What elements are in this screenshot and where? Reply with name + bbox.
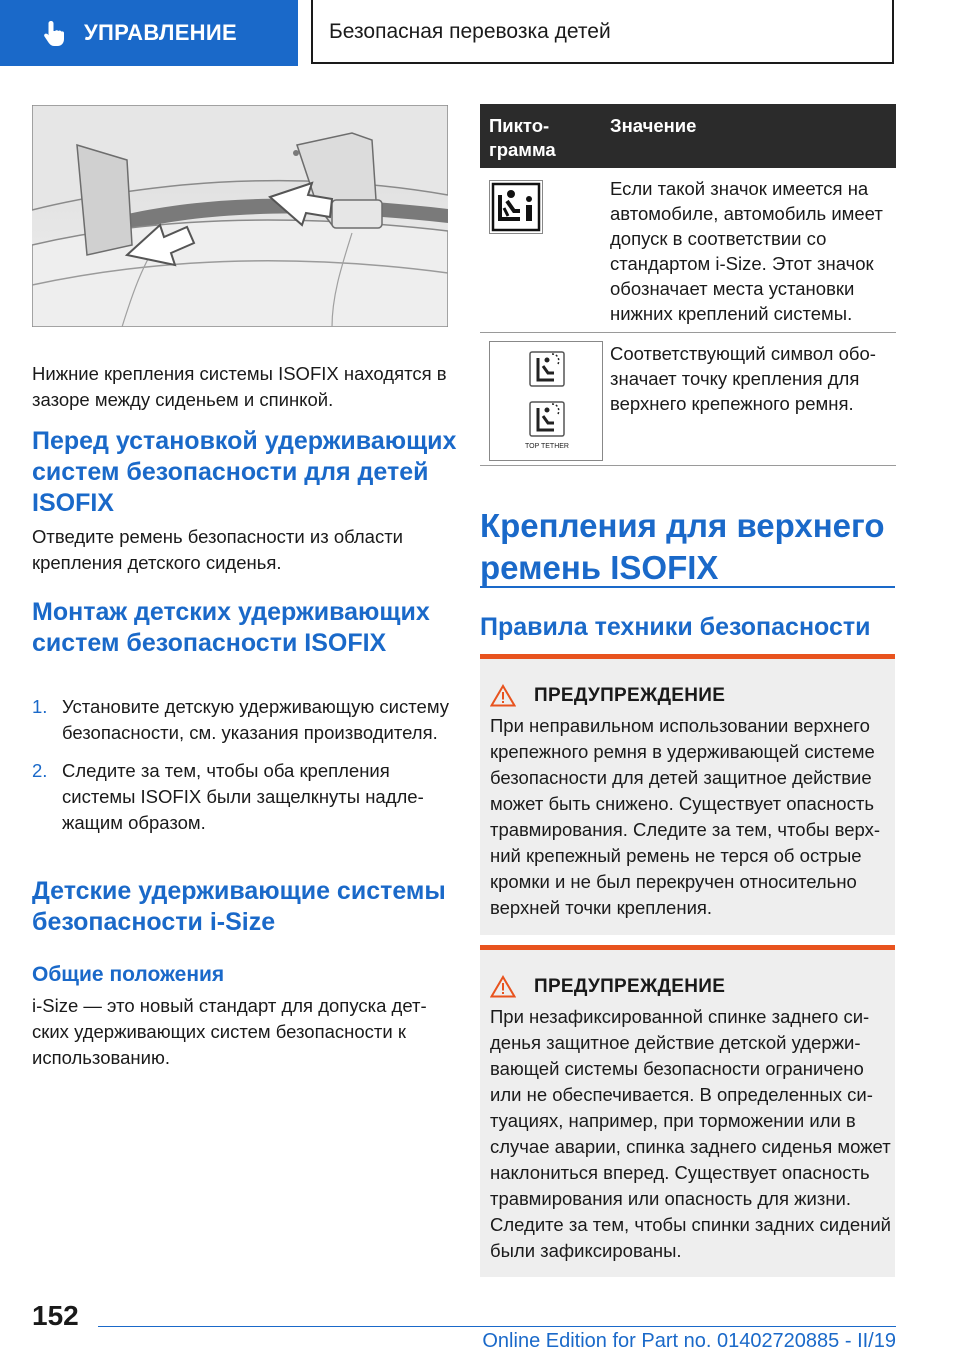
warning-box [480,945,895,1277]
section-label: УПРАВЛЕНИЕ [84,20,237,45]
step-list [32,694,452,848]
heading-before-install: Перед установкой удерживающих систем безопасности для детей ISOFIX [32,427,457,517]
chapter-title: Безопасная перевозка детей [329,20,611,43]
list-item [32,758,452,836]
column-header-meaning: Значение [610,115,697,136]
step-text: Следите за тем, чтобы оба крепления системы ISOFIX были защелкнуты надлежащим образом. [62,760,424,833]
warning-triangle-icon [490,975,516,998]
step-number: 2. [32,760,48,781]
table-row [480,333,896,466]
warning-box [480,654,895,935]
hand-pointer-icon [40,18,70,48]
isofix-seat-photo [32,105,448,327]
warning-text: При неправильном использовании верхнего крепежного ремня в удерживающей системе безопасности для детей защитное действие может быть снижено. Существует опасность травмирования. Следите за тем, чтобы верхний крепежный ремень не терся об острые кромки и не был перекручен относительно верхней точки крепления. [490,715,881,918]
heading-isize: Детские удерживающие системы безопасности i-Size [32,877,446,936]
warning-header [490,684,725,707]
warning-triangle-icon [490,684,516,707]
table-header [480,104,896,168]
step-text: Установите детскую удерживающую систему безопасности, см. указания производителя. [62,696,449,743]
isize-seat-icon [489,180,543,234]
paragraph-before-install: Отведите ремень безопасности из области крепления детского сиденья. [32,526,404,573]
warning-text: При незафиксированной спинке заднего сиденья защитное действие детской удерживающей системы безопасности ограничено или не обеспечивается. В определенных ситуациях, например, при торможении или в случае аварии, спинка заднего сиденья может наклониться вперед. Существует опасность травмирования или опасность для жизни. Следите за тем, чтобы спинки задних сидений были зафиксированы. [490,1006,891,1261]
row-meaning: Соответствующий символ обозначает точку крепления для верхнего крепежного ремня. [610,343,876,414]
paragraph-isize: i-Size — это новый стандарт для допуска детских удерживающих систем безопасности к использованию. [32,995,427,1068]
title-divider [480,586,895,588]
pictogram-table [480,104,896,466]
footer-divider [98,1326,896,1327]
page-number: 152 [32,1300,79,1331]
top-bar [0,0,960,66]
column-header-pictogram: Пиктограмма [489,115,556,160]
edition-link[interactable]: Online Edition for Part no. 01402720885 - II/19 [482,1330,896,1352]
warning-header [490,975,725,998]
list-item [32,694,452,746]
heading-mount-isofix: Монтаж детских удерживающих систем безопасности ISOFIX [32,598,430,657]
step-number: 1. [32,696,48,717]
section-title-top-tether: Крепления для верхнего ремень ISOFIX [480,507,885,586]
table-row [480,168,896,333]
section-tab[interactable] [0,0,298,66]
warning-title: ПРЕДУПРЕЖДЕНИЕ [534,684,726,706]
chapter-tab[interactable] [311,0,894,64]
row-meaning: Если такой значок имеется на автомобиле, автомобиль имеет допуск в соответствии со стандартом i-Size. Этот значок обозначает места установки нижних креплений системы. [610,178,883,324]
heading-safety-rules: Правила техники безопасности [480,613,871,641]
warning-title: ПРЕДУПРЕЖДЕНИЕ [534,975,726,997]
top-tether-icon [489,341,603,461]
top-tether-label: TOP TETHER [525,443,569,450]
photo-caption: Нижние крепления системы ISOFIX находятся в зазоре между сиденьем и спинкой. [32,362,447,410]
subheading-general: Общие положения [32,963,225,986]
